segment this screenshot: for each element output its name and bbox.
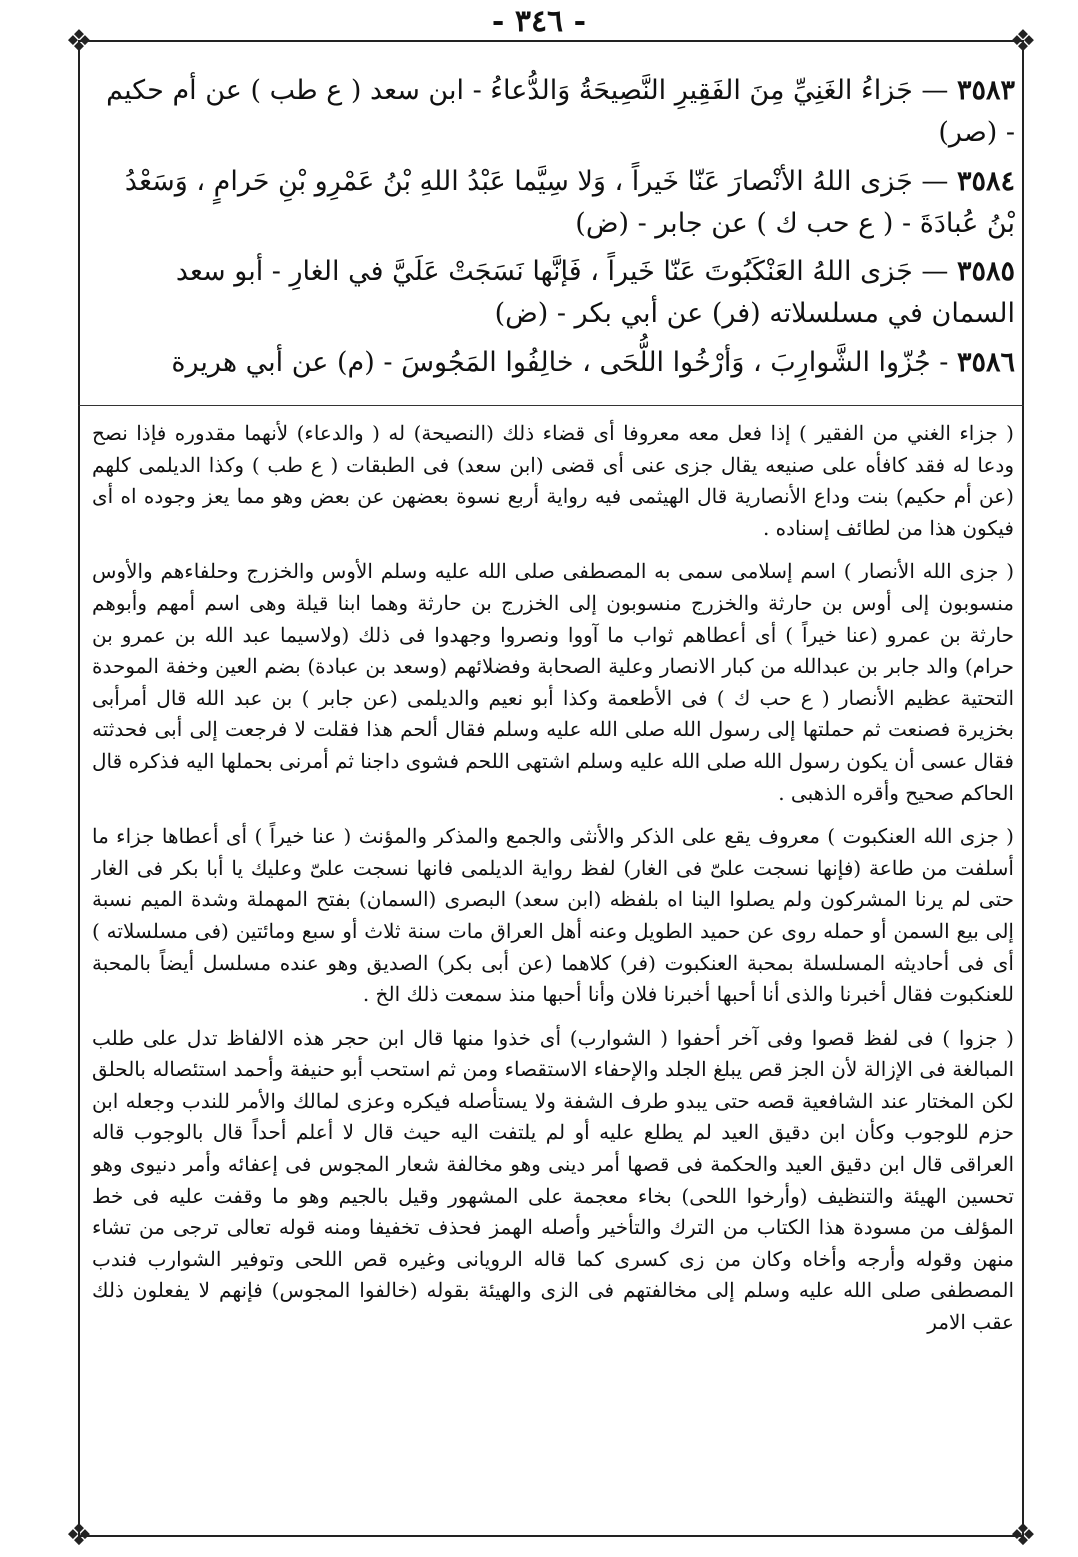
hadith-text: — جَزى اللهُ العَنْكَبُوتَ عَنّا خَيراً ، فَإنَّها نَسَجَتْ عَلَيَّ في الغارِ - أبو سعد السمان في مسلسلاته (فر) عن أبي بكر - (ض) xyxy=(175,256,1015,330)
floral-corner-icon: ❖ xyxy=(1009,24,1037,59)
hadith-number: ٣٥٨٣ xyxy=(956,75,1015,106)
hadith-number: ٣٥٨٥ xyxy=(956,256,1015,288)
frame-bottom-line xyxy=(78,1535,1024,1537)
floral-corner-icon: ❖ xyxy=(1009,1518,1037,1553)
section-divider xyxy=(78,405,1024,406)
frame-right-line xyxy=(1022,40,1024,1537)
hadith-number: ٣٥٨٤ xyxy=(956,165,1015,197)
commentary-paragraph: ( جزوا ) فى لفظ قصوا وفى آخر أحفوا ( الشوارب) أى خذوا منها قال ابن حجر هذه الالفاظ تدل على طلب المبالغة فى الإزالة لأن الجز قص يبلغ الجلد والإحفاء الاستقصاء ومن ثم استحب أبو حنيفة وأحمد استئصاله بالحلق لكن المختار عند الشافعية قصه حتى يبدو طرف الشفة ولا يستأصله فيكره وعزى لمالك والأمر للندب وجعله ابن حزم للوجوب وكأن ابن دقيق العيد لم يطلع عليه أو لم يلتفت اليه حيث قال لا أعلم أحداً قال بالوجوب قاله العراقى قال ابن دقيق العيد والحكمة فى قصها أمر دينى وهو مخالفة شعار المجوس فى إعفائه وأمر دنيوى وهو تحسين الهيئة والتنظيف (وأرخوا اللحى) بخاء معجمة على المشهور وقيل بالجيم وهو ما وقفت عليه فى خط المؤلف من مسودة هذا الكتاب من الترك والتأخير وأصله الهمز فحذف تخفيفا ومنه قوله تعالى ترجى من تشاء منهن وقوله وأرجه وأخاه وكان من زى كسرى كما قاله الرويانى وغيره قص اللحى وتوفير الشوارب فندب المصطفى صلى الله عليه وسلم إلى مخالفتهم فى الزى والهيئة بقوله (خالفوا المجوس) فإنهم لا يفعلون ذلك عقب الامر xyxy=(92,1025,1014,1335)
commentary-paragraph: ( جزاء الغني من الفقير ) إذا فعل معه معروفا أى قضاء ذلك (النصيحة) له ( والدعاء) لأنهما مقدوره فإذا نصح ودعا له فقد كافأه على صنيعه يقال جزى عنى أى قضى (ابن سعد) فى الطبقات ( ع طب ) وكذا الديلمى كلهم (عن أم حكيم) بنت وداع الأنصارية قال الهيثمى فيه رواية أربع نسوة بعضهن عن بعض وهو مما يعز وجوده اه أى فيكون هذا من لطائف إسناده . xyxy=(92,421,1014,540)
floral-corner-icon: ❖ xyxy=(65,24,93,59)
frame-left-line xyxy=(78,40,80,1537)
hadith-number: ٣٥٨٦ xyxy=(956,347,1015,379)
hadith-list xyxy=(90,70,1015,391)
commentary-paragraph: ( جزى الله العنكبوت ) معروف يقع على الذكر والأنثى والجمع والمذكر والمؤنث ( عنا خيراً ) أى أعطاها جزاء ما أسلفت من طاعة (فإنها نسجت علىّ فى الغار) لفظ رواية الديلمى فانها نسجت علىّ وعليك يا أبا بكر فى الغار حتى لم يرنا المشركون ولم يصلوا الينا اه بلفظه (ابن سعد) البصرى (السمان) بفتح المهملة وشدة الميم نسبة إلى بيع السمن أو حمله روى عن حميد الطويل وعنه أهل العراق مات سنة ثلاث أو سبع ومائتين (فى مسلسلاته ) أى فى أحاديثه المسلسلة بمحبة العنكبوت (فر) كلاهما (عن أبى بكر) الصديق وهو عنده مسلسل أيضاً بالمحبة للعنكبوت فقال أخبرنا والذى أنا أحبها أخبرنا فلان وأنا أحبها منذ سمعت ذلك الخ . xyxy=(92,824,1014,1007)
hadith-text: — جَزاءُ الغَنِيِّ مِنَ الفَقِيرِ النَّصِيحَةُ وَالدُّعاءُ - ابن سعد ( ع طب ) عن أم حكيم - (صر) xyxy=(106,75,1015,148)
hadith-entry xyxy=(90,251,1015,335)
floral-corner-icon: ❖ xyxy=(65,1518,93,1553)
hadith-text: — جَزى اللهُ الأنْصارَ عَنّا خَيراً ، وَلا سِيَّما عَبْدُ اللهِ بْنُ عَمْرِو بْنِ حَرامٍ ، وَسَعْدُ بْنُ عُبادَةَ - ( ع حب ك ) عن جابر - (ض) xyxy=(124,165,1015,239)
hadith-entry xyxy=(90,70,1015,154)
hadith-text: - جُزّوا الشَّوارِبَ ، وَأرْخُوا اللُّحَى ، خالِفُوا المَجُوسَ - (م) عن أبي هريرة xyxy=(171,347,949,379)
hadith-entry xyxy=(90,342,1015,384)
page-number: - ٣٤٦ - xyxy=(491,4,587,39)
commentary-section xyxy=(92,418,1014,1351)
frame-top-line xyxy=(78,40,1024,42)
hadith-entry xyxy=(90,161,1015,245)
commentary-paragraph: ( جزى الله الأنصار ) اسم إسلامى سمى به المصطفى صلى الله عليه وسلم الأوس والخزرج وحلفاءهم والأوس منسوبون إلى أوس بن حارثة والخزرج منسوبون إلى الخزرج بن حارثة وهما ابنا قيلة وهى اسم أمهم وأبوهم حارثة بن عمرو (عنا خيراً ) أى أعطاهم ثواب ما آووا ونصروا وجهدوا فى ذلك (ولاسيما عبد الله بن عمرو بن حرام) والد جابر بن عبدالله من كبار الانصار وعلية الصحابة وفضلائهم (وسعد بن عبادة) بضم العين وخفة الموحدة التحتية عظيم الأنصار ( ع حب ك ) فى الأطعمة وكذا أبو نعيم والديلمى (عن جابر ) بن عبد الله قال أمرأبى بخزيرة فصنعت ثم حملتها إلى رسول الله صلى الله عليه وسلم فقال ألحم هذا فقلت لا فرجعت إلى أبى فحدثته فقال عسى أن يكون رسول الله صلى الله عليه وسلم اشتهى اللحم فشوى داجنا ثم أمرنى بحملها اليه فذكره قال الحاكم صحيح وأقره الذهبى . xyxy=(92,559,1014,805)
